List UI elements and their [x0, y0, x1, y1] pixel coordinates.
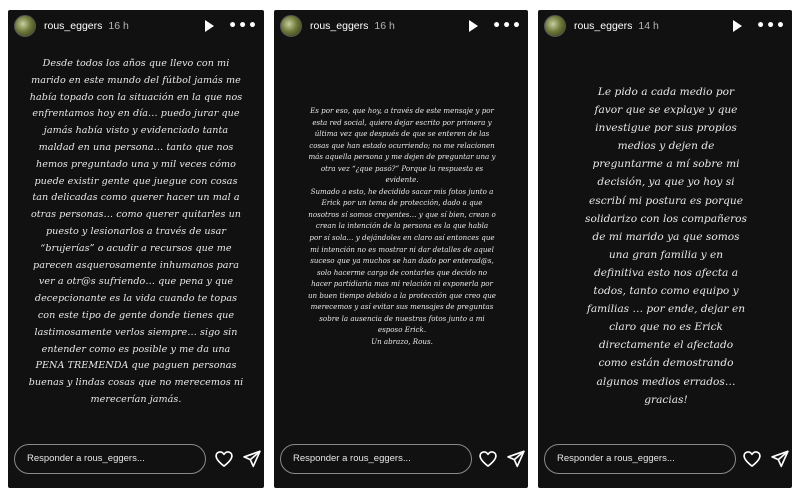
timestamp: 16 h — [108, 20, 129, 32]
story-header — [538, 10, 792, 42]
heart-icon[interactable] — [742, 449, 762, 469]
reply-input[interactable]: Responder a rous_eggers... — [544, 444, 736, 474]
more-options-icon[interactable]: ••• — [756, 18, 786, 34]
send-icon[interactable] — [770, 449, 790, 469]
avatar[interactable] — [14, 15, 36, 37]
send-icon[interactable] — [506, 449, 526, 469]
heart-icon[interactable] — [214, 449, 234, 469]
more-options-icon[interactable]: ••• — [492, 18, 522, 34]
story-header — [8, 10, 264, 42]
reply-input[interactable]: Responder a rous_eggers... — [14, 444, 206, 474]
story-footer — [8, 432, 264, 488]
play-icon[interactable] — [733, 20, 742, 32]
story-text: Le pido a cada medio por favor que se explaye y que investigue por sus propios medios y dejen de preguntarme a mí sobre mi decisión, ya que yo hoy si escribí mi postura es porque solidarizo con los compañeros de mi marido ya que somos una gran familia y en definitiva esto nos afecta a todos, tanto como equipo y familias … por ende, dejar en claro que no es Erick directamente el afectado como están demostrando algunos medios errados… gracias! — [585, 86, 747, 406]
timestamp: 16 h — [374, 20, 395, 32]
avatar[interactable] — [544, 15, 566, 37]
username[interactable]: rous_eggers — [44, 20, 103, 32]
timestamp: 14 h — [638, 20, 659, 32]
story-panel-2[interactable] — [274, 10, 528, 488]
story-footer — [538, 432, 792, 488]
play-icon[interactable] — [469, 20, 478, 32]
username[interactable]: rous_eggers — [574, 20, 633, 32]
story-panel-3[interactable] — [538, 10, 792, 488]
username[interactable]: rous_eggers — [310, 20, 369, 32]
send-icon[interactable] — [242, 449, 262, 469]
play-icon[interactable] — [205, 20, 214, 32]
heart-icon[interactable] — [478, 449, 498, 469]
avatar[interactable] — [280, 15, 302, 37]
story-text: Es por eso, que hoy, a través de este mensaje y por esta red social, quiero dejar escrito por primera y última vez que después de que se enteren de las cosas que han estado ocurriendo; no me relacionen más aquella persona y me dejen de preguntar una y otra vez “¿que pasó?” Porque la respuesta es evidente. Sumado a esto, he decidido sacar mis fotos junto a Erick por un tema de protección, dado a que nosotros sí somos creyentes… y que sí bien, crean o crean la intención de la persona es la que habla por sí sola… y dejándoles en claro así entonces que mi intención no es mostrar ni dar detalles de aquel suceso que ya muchos se han dado por enterad@s, solo hacerme cargo de contarles que decido no hacer partidiaria mas mi relación ni exponerla por un buen tiempo debido a la protección que creo que merecemos y así evitar sus mensajes de preguntas sobre la ausencia de nuestras fotos junto a mi esposo Erick. Un abrazo, Rous. — [307, 106, 496, 346]
story-panel-1[interactable] — [8, 10, 264, 488]
story-text: Desde todos los años que llevo con mi marido en este mundo del fútbol jamás me había topado con la situación en la que nos enfrentamos hoy en día… puedo jurar que jamás había visto y evidenciado tanta maldad en una persona… tanto que nos hemos preguntado una y mil veces cómo puede existir gente que juegue con cosas tan delicadas como querer hacer un mal a otras personas… como querer quitarles un puesto y lesionarlos a través de usar “brujerías” o acudir a recursos que me parecen asquerosamente inhumanos para ver a otr@s sufriendo… que pena y que decepcionante es la vida cuando te topas con este tipo de gente donde tienes que lastimosamente verlos siempre… sigo sin entender como es posible y me da una PENA TREMENDA que paguen personas buenas y lindas cosas que no merecemos ni merecerían jamás. — [28, 58, 244, 405]
more-options-icon[interactable]: ••• — [228, 18, 258, 34]
story-footer — [274, 432, 528, 488]
reply-input[interactable]: Responder a rous_eggers... — [280, 444, 472, 474]
story-header — [274, 10, 528, 42]
